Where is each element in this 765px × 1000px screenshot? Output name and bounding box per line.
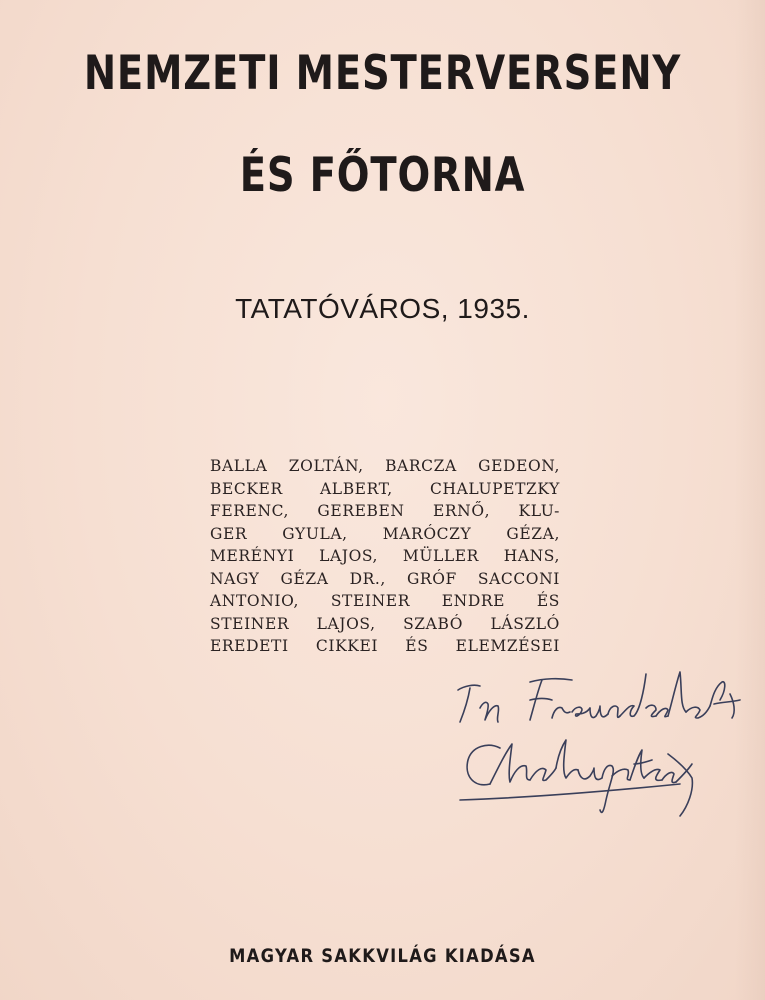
authors-line: NAGY GÉZA DR., GRÓF SACCONI	[210, 569, 560, 588]
authors-line: BECKER ALBERT, CHALUPETZKY	[210, 479, 560, 498]
authors-line: EREDETI CIKKEI ÉS ELEMZÉSEI	[210, 637, 560, 655]
place-and-year: TATATÓVÁROS, 1935.	[235, 293, 530, 324]
publisher-line: MAGYAR SAKKVILÁG KIADÁSA	[229, 945, 536, 967]
title-line-1: NEMZETI MESTERVERSENY	[83, 46, 682, 101]
authors-line: BALLA ZOLTÁN, BARCZA GEDEON,	[210, 457, 560, 475]
page-edge-shade	[735, 0, 765, 1000]
authors-block	[210, 455, 560, 658]
title-line-2: ÉS FŐTORNA	[239, 148, 526, 203]
handwritten-signature	[430, 660, 765, 830]
authors-line: STEINER LAJOS, SZABÓ LÁSZLÓ	[210, 614, 560, 633]
authors-line: ANTONIO, STEINER ENDRE ÉS	[210, 592, 560, 610]
authors-line: GER GYULA, MARÓCZY GÉZA,	[210, 524, 560, 543]
authors-line: MERÉNYI LAJOS, MÜLLER HANS,	[210, 547, 560, 565]
authors-line: FERENC, GEREBEN ERNŐ, KLU-	[210, 502, 560, 520]
